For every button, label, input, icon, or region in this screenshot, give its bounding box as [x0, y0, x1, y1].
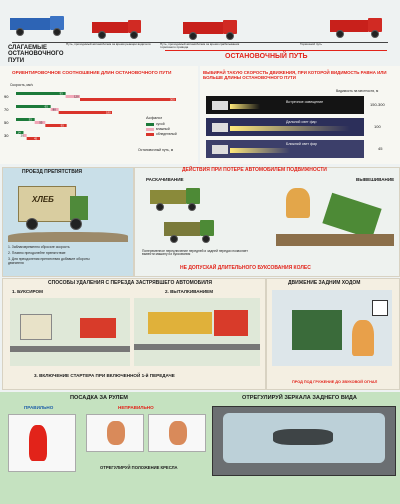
obstacle-truck	[18, 186, 88, 232]
night-truck-icon-2	[212, 123, 228, 132]
truck-note-3: Тормозной путь	[300, 42, 322, 46]
bar-влажный	[20, 133, 26, 138]
visibility-row-2-value: 100	[374, 124, 381, 129]
surface-label: Асфальт	[146, 115, 163, 120]
bar-value-label: 35	[28, 117, 32, 122]
truck-sign: ХЛЕБ	[32, 195, 54, 204]
label-stop-path: ОСТАНОВОЧНЫЙ ПУТЬ	[225, 53, 308, 60]
bar-сухой	[16, 118, 35, 121]
obstacle-note-3: 3. Для преодоления препятствия добавьте обороты двигателя	[8, 257, 90, 265]
seat-wrong-box-2	[148, 414, 206, 452]
obstacle-title: ПРОЕЗД ПРЕПЯТСТВИЯ	[22, 169, 83, 175]
visibility-row-1-label: Встречное освещение	[286, 100, 324, 104]
night-truck-icon-3	[212, 145, 228, 154]
speed-tick-label: 30	[4, 133, 9, 138]
visibility-row-3-value: 45	[378, 146, 383, 151]
seating-title: ПОСАДКА ЗА РУЛЕМ	[70, 395, 128, 401]
speed-tick-label: 70	[4, 107, 9, 112]
reverse-note: ПРОД ПОД ГРУЖЕНИЕ ДО ЗВУКОВОЙ ОГНАЛ	[292, 380, 378, 384]
truck-note-1: Путь, проходимый автомобилем за время реакции водителя	[66, 42, 151, 46]
obstacle-note-1: 1. Заблаговременно сбросьте скорость	[8, 245, 70, 249]
bar-value-label: 14	[17, 130, 21, 135]
ratio-title: ОРИЕНТИРОВОЧНОЕ СООТНОШЕНИЕ ДЛИН ОСТАНОВОЧНОГО ПУТИ	[12, 70, 172, 75]
bar-обледенелый	[80, 98, 176, 101]
bar-value-label: 80	[52, 107, 56, 112]
crossing-scene-2	[134, 298, 260, 366]
visibility-row-2	[206, 118, 364, 136]
truck-note-2: Путь, проходимый автомобилем за время срабатывания тормозного привода	[160, 42, 240, 50]
crossing-scene-1	[10, 298, 130, 366]
legend-dry-swatch	[146, 123, 154, 126]
bar-сухой	[16, 92, 66, 95]
legend-ice: обледенелый	[156, 132, 177, 136]
night-truck-icon	[212, 101, 228, 110]
ratio-legend	[146, 122, 196, 136]
hang-scene	[276, 184, 394, 248]
visibility-title: ВЫБИРАЙ ТАКУЮ СКОРОСТЬ ДВИЖЕНИЯ, ПРИ КОТОРОЙ ВИДИМОСТЬ РАВНА ИЛИ БОЛЬШЕ ДЛИНЫ ОСТАНОВОЧНОГО ПУТИ	[203, 70, 387, 80]
bar-value-label: 55	[39, 120, 43, 125]
speed-tick-label: 50	[4, 120, 9, 125]
visibility-col-label: Видимость на местности, м	[336, 89, 379, 93]
beam-2	[230, 126, 350, 131]
mirrors-title: ОТРЕГУЛИРУЙ ЗЕРКАЛА ЗАДНЕГО ВИДА	[242, 395, 357, 401]
bar-value-label: 95	[60, 123, 64, 128]
bar-value-label: 300	[170, 97, 175, 102]
loss-title: ДЕЙСТВИЯ ПРИ ПОТЕРЕ АВТОМОБИЛЕМ ПОДВИЖНОСТИ	[182, 167, 327, 173]
bar-value-label: 180	[106, 110, 111, 115]
crossing-method-2: 2. ВЫТАЛКИВАНИЕМ	[165, 289, 214, 294]
loss-warning: НЕ ДОПУСКАЙ ДЛИТЕЛЬНОГО БУКСОВАНИЯ КОЛЕС	[180, 265, 311, 271]
ratio-y-label: Скорость, км/ч	[10, 83, 34, 87]
seating-wrong: НЕПРАВИЛЬНО	[118, 405, 154, 410]
legend-dry: сухой	[156, 122, 165, 126]
crossing-method-3: 3. ВКЛЮЧЕНИЕ СТАРТЕРА ПРИ ВКЛЮЧЕННОЙ 1-й ПЕРЕДАЧЕ	[34, 373, 175, 378]
bar-обледенелый	[59, 111, 112, 114]
visibility-row-1-value: 150-300	[370, 102, 385, 107]
visibility-row-3	[206, 140, 364, 158]
visibility-row-2-label: Дальний свет фар	[286, 120, 317, 124]
label-rock: РАСКАЧИВАНИЕ	[146, 177, 184, 182]
reverse-scene	[272, 290, 392, 366]
ratio-chart	[0, 88, 198, 150]
legend-wet-swatch	[146, 128, 154, 131]
speed-tick-label: 90	[4, 94, 9, 99]
mirror-view	[212, 406, 396, 476]
bar-value-label: 120	[74, 94, 79, 99]
crossing-title: СПОСОБЫ УДАЛЕНИЯ С ПЕРЕЗДА ЗАСТРЯВШЕГО АВТОМОБИЛЯ	[48, 280, 212, 286]
seat-correct-box	[8, 414, 76, 472]
stop-path-line-2	[165, 50, 387, 51]
bar-value-label: 20	[20, 133, 24, 138]
seating-adjust: ОТРЕГУЛИРУЙ ПОЛОЖЕНИЕ КРЕСЛА	[100, 465, 178, 470]
label-hang: ВЫВЕШИВАНИЕ	[356, 177, 395, 182]
beam-3	[230, 148, 290, 153]
crossing-method-1: 1. БУКСИРОМ	[12, 289, 43, 294]
road-bump	[8, 232, 128, 242]
obstacle-note-2: 2. Плавно преодолейте препятствие	[8, 251, 66, 255]
seat-wrong-box-1	[86, 414, 144, 452]
beam-1	[230, 104, 260, 109]
legend-wet: влажный	[156, 127, 170, 131]
bar-value-label: 45	[34, 136, 38, 141]
label-slag: СЛАГАЕМЫЕ ОСТАНОВОЧНОГО ПУТИ	[8, 45, 64, 64]
ratio-x-label: Остановочный путь, м	[138, 148, 174, 152]
loss-note-rock: Попеременное переключение передней и задней передач позволяет вывести машину из буксования	[142, 249, 248, 257]
legend-ice-swatch	[146, 133, 154, 136]
visibility-row-1	[206, 96, 364, 114]
visibility-row-3-label: Ближний свет фар	[286, 142, 317, 146]
bar-value-label: 93	[59, 91, 63, 96]
bar-value-label: 65	[44, 104, 48, 109]
seating-correct: ПРАВИЛЬНО	[24, 405, 54, 410]
reverse-title: ДВИЖЕНИЕ ЗАДНИМ ХОДОМ	[288, 280, 361, 286]
